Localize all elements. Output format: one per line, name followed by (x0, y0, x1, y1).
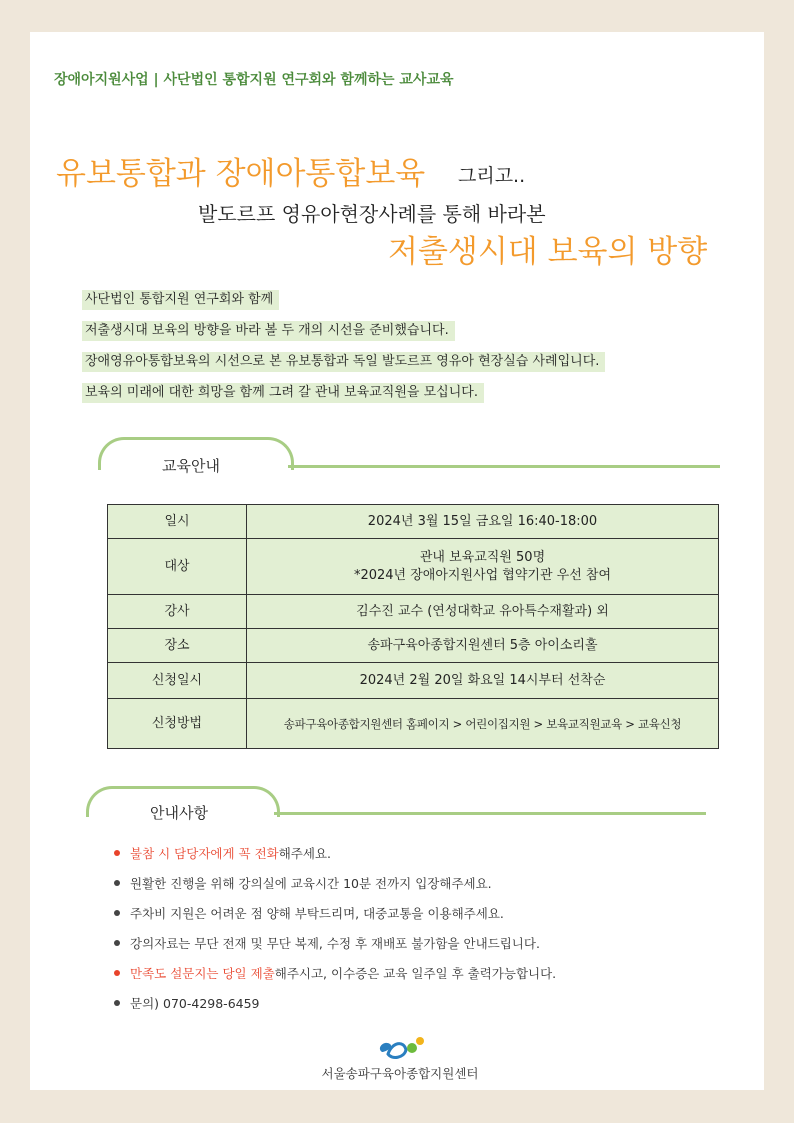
bullet-icon (114, 940, 120, 946)
notice-item (114, 874, 556, 904)
row-label-apply-date: 신청일시 (108, 663, 247, 699)
bullet-icon (114, 970, 120, 976)
bullet-icon (114, 910, 120, 916)
education-heading: 교육안내 (162, 457, 220, 475)
notice-item (114, 844, 556, 874)
education-info-table (107, 504, 719, 749)
section-divider (274, 812, 706, 815)
row-label-lecturer: 강사 (108, 595, 247, 629)
row-value-apply-date: 2024년 2월 20일 화요일 14시부터 선착순 (247, 663, 719, 699)
intro-line: 저출생시대 보육의 방향을 바라 볼 두 개의 시선을 준비했습니다. (82, 321, 455, 341)
table-row (108, 629, 719, 663)
row-label-apply-method: 신청방법 (108, 699, 247, 749)
notice-item (114, 994, 556, 1024)
main-title-suffix: 그리고.. (458, 165, 526, 187)
notice-highlight: 불참 시 담당자에게 꼭 전화 (130, 846, 279, 861)
target-line-1: 관내 보육교직원 50명 (419, 549, 546, 565)
table-row (108, 663, 719, 699)
table-row (108, 595, 719, 629)
notice-text: 해주세요. (278, 846, 332, 861)
notice-text: 문의) 070-4298-6459 (130, 996, 260, 1011)
intro-line: 보육의 미래에 대한 희망을 함께 그려 갈 관내 보육교직원을 모십니다. (82, 383, 484, 403)
org-name: 서울송파구육아종합지원센터 (321, 1066, 479, 1081)
notice-text: 원활한 진행을 위해 강의실에 교육시간 10분 전까지 입장해주세요. (130, 876, 492, 891)
row-label-venue: 장소 (108, 629, 247, 663)
bullet-icon (114, 1000, 120, 1006)
target-line-2: *2024년 장애아지원사업 협약기관 우선 참여 (353, 567, 612, 583)
table-row (108, 699, 719, 749)
notice-heading: 안내사항 (150, 804, 208, 822)
main-title: 유보통합과 장애아통합보육 (56, 156, 426, 192)
row-value-date: 2024년 3월 15일 금요일 16:40-18:00 (247, 505, 719, 539)
intro-block (82, 290, 605, 414)
notice-text: 강의자료는 무단 전재 및 무단 복제, 수정 후 재배포 불가함을 안내드립니다. (130, 936, 540, 951)
row-label-date: 일시 (108, 505, 247, 539)
intro-line: 사단법인 통합지원 연구회와 함께 (82, 290, 279, 310)
row-value-apply-method: 송파구육아종합지원센터 홈페이지 > 어린이집지원 > 보육교직원교육 > 교육신청 (247, 699, 719, 749)
row-label-target: 대상 (108, 539, 247, 595)
table-row (108, 505, 719, 539)
org-logo-icon (374, 1032, 426, 1062)
notice-item (114, 934, 556, 964)
bullet-icon (114, 850, 120, 856)
notice-item (114, 904, 556, 934)
intro-line: 장애영유아통합보육의 시선으로 본 유보통합과 독일 발도르프 영유아 현장실습 사례입니다. (82, 352, 605, 372)
notice-text: 해주시고, 이수증은 교육 일주일 후 출력가능합니다. (274, 966, 557, 981)
project-line: 장애아지원사업 | 사단법인 통합지원 연구회와 함께하는 교사교육 (54, 72, 454, 88)
row-value-target (247, 539, 719, 595)
row-value-venue: 송파구육아종합지원센터 5층 아이소리홀 (247, 629, 719, 663)
notice-item (114, 964, 556, 994)
table-row (108, 539, 719, 595)
org-logo (300, 1032, 500, 1082)
sub-title: 발도르프 영유아현장사례를 통해 바라본 (198, 202, 546, 226)
bullet-icon (114, 880, 120, 886)
row-value-lecturer: 김수진 교수 (연성대학교 유아특수재활과) 외 (247, 595, 719, 629)
section-divider (288, 465, 720, 468)
notice-highlight: 만족도 설문지는 당일 제출 (130, 966, 275, 981)
notice-list (114, 844, 556, 1024)
emphasis-title: 저출생시대 보육의 방향 (388, 234, 708, 270)
notice-text: 주차비 지원은 어려운 점 양해 부탁드리며, 대중교통을 이용해주세요. (130, 906, 504, 921)
